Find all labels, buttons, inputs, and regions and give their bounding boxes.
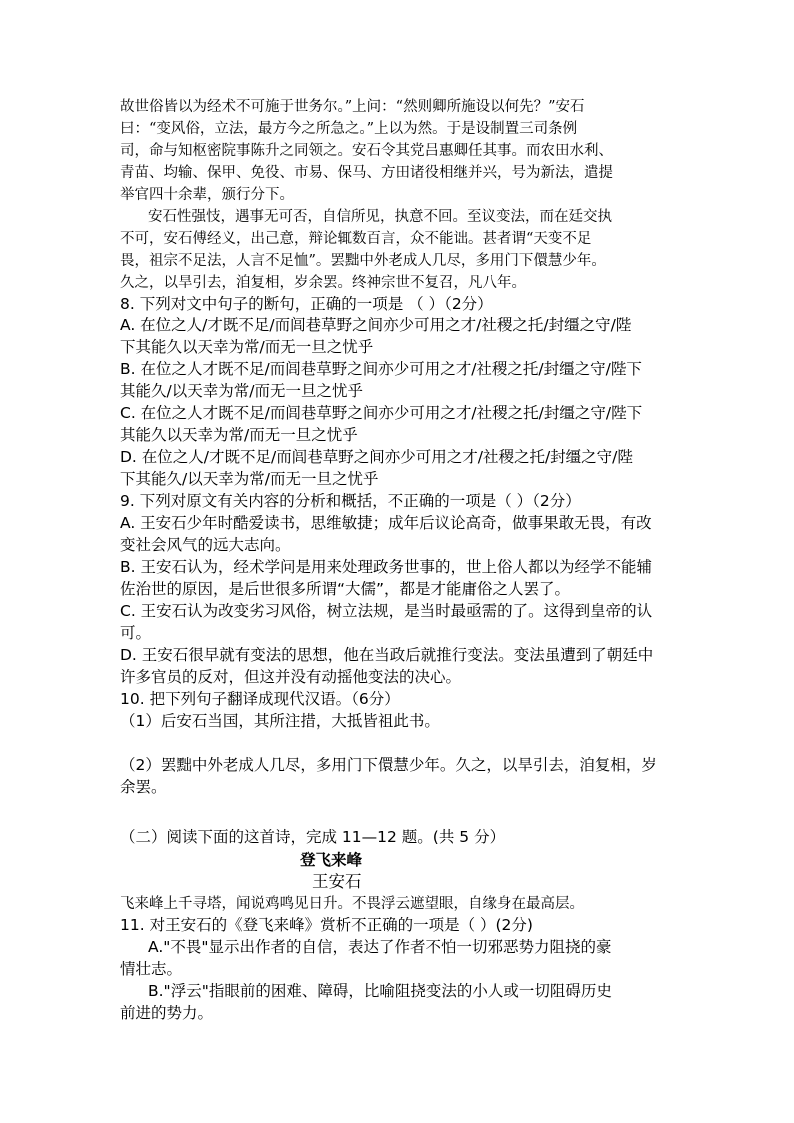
poem-text: 飞来峰上千寻塔，闻说鸡鸣见日升。不畏浮云遮望眼，自缘身在最高层。 xyxy=(120,896,584,912)
question-9-stem: 9. 下列对原文有关内容的分析和概括，不正确的一项是（ ）（2分） xyxy=(120,492,581,510)
q8-option-c-cont: 其能久以天幸为常/而无一旦之忧乎 xyxy=(120,426,358,444)
passage-line: 司，命与知枢密院事陈升之同领之。安石令其党吕惠卿任其事。而农田水利、 xyxy=(120,143,613,159)
q9-option-d: D. 王安石很早就有变法的思想，他在当政后就推行变法。变法虽遭到了朝廷中 xyxy=(120,646,654,664)
q11-option-b: B."浮云"指眼前的困难、障碍，比喻阻挠变法的小人或一切阻碍历史 xyxy=(148,982,612,1000)
q8-option-c: C. 在位之人才既不足/而闾巷草野之间亦少可用之才/社稷之托/封缰之守/陛下 xyxy=(120,404,643,422)
q8-option-d-cont: 下其能久/以天幸为常/而无一旦之忧乎 xyxy=(120,470,379,488)
q11-option-a-cont: 情壮志。 xyxy=(120,960,183,978)
q10-item-2: （2）罢黜中外老成人几尽，多用门下儇慧少年。久之，以旱引去，洎复相，岁 xyxy=(120,756,657,774)
q11-option-b-cont: 前进的势力。 xyxy=(120,1004,214,1022)
poem-title: 登飞来峰 xyxy=(300,851,363,869)
section-2-heading: （二）阅读下面的这首诗，完成 11—12 题。(共 5 分） xyxy=(120,828,506,846)
question-11-stem: 11. 对王安石的《登飞来峰》赏析不正确的一项是（ ）(2分) xyxy=(120,916,533,934)
q10-item-2-cont: 余罢。 xyxy=(120,778,167,796)
q9-option-b: B. 王安石认为，经术学问是用来处理政务世事的，世上俗人都以为经学不能辅 xyxy=(120,558,652,576)
poem-author: 王安石 xyxy=(312,872,362,891)
passage-line: 不可，安石傅经义，出己意，辩论辄数百言，众不能诎。甚者谓“天变不足 xyxy=(120,231,592,247)
passage-line: 久之，以旱引去，洎复相，岁余罢。终神宗世不复召，凡八年。 xyxy=(120,275,526,291)
q9-option-a-cont: 变社会风气的远大志向。 xyxy=(120,536,291,554)
passage-line: 故世俗皆以为经术不可施于世务尔。”上问：“然则卿所施设以何先？”安石 xyxy=(120,99,585,115)
q8-option-b-cont: 其能久/以天幸为常/而无一旦之忧乎 xyxy=(120,382,363,400)
question-8-stem: 8. 下列对文中句子的断句，正确的一项是 （ ）（2分） xyxy=(120,295,493,313)
q8-option-a: A. 在位之人/才既不足/而闾巷草野之间亦少可用之才/社稷之托/封缰之守/陛 xyxy=(120,316,632,334)
passage-line: 畏，祖宗不足法，人言不足恤”。罢黜中外老成人几尽，多用门下儇慧少年。 xyxy=(120,253,606,269)
q8-option-b: B. 在位之人才既不足/而闾巷草野之间亦少可用之才/社稷之托/封缰之守/陛下 xyxy=(120,360,642,378)
q10-item-1: （1）后安石当国，其所注措，大抵皆祖此书。 xyxy=(120,712,440,730)
passage-line: 安石性强忮，遇事无可否，自信所见，执意不回。至议变法，而在廷交执 xyxy=(148,209,612,225)
passage-line: 青苗、均输、保甲、免役、市易、保马、方田诸役相继并兴，号为新法，遣提 xyxy=(120,165,613,181)
q9-option-c-cont: 可。 xyxy=(120,624,152,642)
q8-option-d: D. 在位之人/才既不足/而闾巷草野之间亦少可用之才/社稷之托/封缰之守/陛 xyxy=(120,448,633,466)
passage-line: 曰：“变风俗，立法，最方今之所急之。”上以为然。于是设制置三司条例 xyxy=(120,121,578,137)
q9-option-c: C. 王安石认为改变劣习风俗，树立法规，是当时最亟需的了。这得到皇帝的认 xyxy=(120,602,653,620)
question-10-stem: 10. 把下列句子翻译成现代汉语。（6分） xyxy=(120,690,400,708)
q9-option-a: A. 王安石少年时酷爱读书，思维敏捷；成年后议论高奇，做事果敢无畏，有改 xyxy=(120,514,652,532)
q9-option-b-cont: 佐治世的原因，是后世很多所谓“大儒”，都是才能庸俗之人罢了。 xyxy=(120,580,571,598)
q11-option-a: A."不畏"显示出作者的自信，表达了作者不怕一切邪恶势力阻挠的豪 xyxy=(148,938,612,956)
passage-line: 举官四十余辈，颁行分下。 xyxy=(120,187,294,203)
q9-option-d-cont: 许多官员的反对，但这并没有动摇他变法的决心。 xyxy=(120,668,462,686)
q8-option-a-cont: 下其能久以天幸为常/而无一旦之忧乎 xyxy=(120,338,374,356)
